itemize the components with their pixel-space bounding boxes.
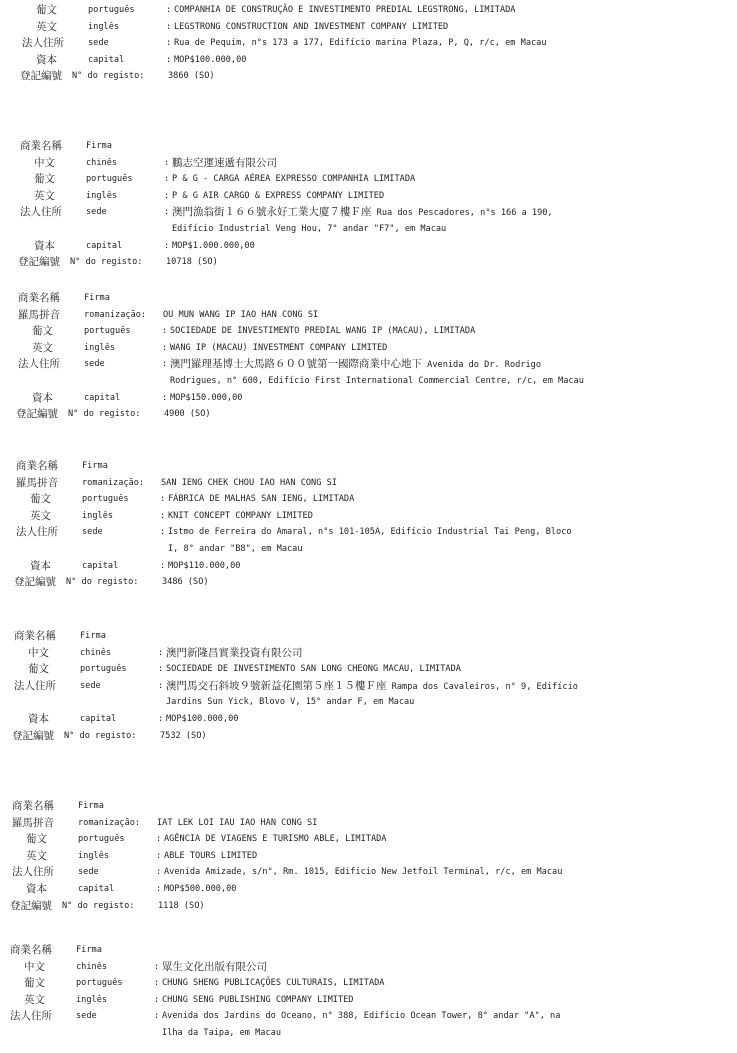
- field-separator: :: [156, 834, 162, 845]
- field-separator: :: [160, 560, 166, 571]
- field-label-chinese: 英文: [36, 20, 57, 33]
- registration-label-portuguese: N° do registo:: [68, 409, 141, 420]
- field-value-text: CHUNG SENG PUBLISHING COMPANY LIMITED: [162, 994, 354, 1005]
- field-label-chinese: 資本: [36, 53, 57, 66]
- field-value-text: Rua dos Pescadores, n°s 166 a 190,: [371, 208, 553, 219]
- field-label-chinese: 法人住所: [22, 37, 64, 50]
- field-value-text: Istmo de Ferreira do Amaral, n°s 101-105A, Edifício Industrial Tai Peng, Bloco: [168, 527, 572, 538]
- field-value-text: WANG IP (MACAU) INVESTMENT COMPANY LIMITED: [170, 342, 388, 353]
- field-separator: :: [162, 342, 168, 353]
- field-value-text: OU MUN WANG IP IAO HAN CONG SI: [163, 309, 319, 320]
- field-label-portuguese: inglês: [86, 190, 118, 201]
- field-label-portuguese: capital: [86, 240, 123, 251]
- field-separator: :: [154, 1011, 160, 1022]
- field-separator: :: [166, 5, 172, 15]
- field-value-continuation: Jardins Sun Yick, Blovo V, 15° andar F, em Macau: [166, 697, 415, 708]
- field-value-text: P & G AIR CARGO & EXPRESS COMPANY LIMITED: [172, 190, 385, 201]
- field-value: [166, 662, 461, 676]
- field-label-portuguese: inglês: [82, 510, 114, 521]
- registration-number: 4900 (SO): [164, 409, 211, 420]
- field-separator: :: [164, 190, 170, 201]
- field-value: [162, 993, 353, 1007]
- field-separator: :: [154, 961, 160, 972]
- field-label-chinese: 法人住所: [16, 526, 58, 539]
- field-label-portuguese: capital: [84, 392, 121, 403]
- registration-label-portuguese: N° do registo:: [62, 900, 135, 911]
- field-label-portuguese: português: [76, 978, 123, 989]
- field-value-continuation: Ilha da Taipa, em Macau: [162, 1028, 281, 1038]
- field-separator: :: [164, 174, 170, 185]
- field-label-portuguese: chinês: [76, 961, 108, 972]
- registration-label-chinese: 登記編號: [20, 70, 62, 83]
- field-value: [174, 53, 246, 67]
- field-value: [162, 960, 267, 975]
- field-separator: :: [160, 527, 166, 538]
- field-label-portuguese: romanização:: [78, 817, 141, 828]
- registration-number: 10718 (SO): [166, 257, 218, 268]
- field-label-portuguese: romanização:: [84, 309, 147, 320]
- field-label-chinese: 商業名稱: [16, 460, 58, 472]
- field-label-chinese: 葡文: [24, 977, 45, 990]
- field-value: [157, 816, 317, 830]
- field-label-portuguese: Firma: [78, 801, 104, 811]
- field-value-continuation: Rodrigues, n° 600, Edifício First International Commercial Centre, r/c, em Macau: [170, 376, 584, 386]
- field-value: [166, 679, 578, 694]
- field-value-text: KNIT CONCEPT COMPANY LIMITED: [168, 510, 313, 521]
- field-label-chinese: 商業名稱: [14, 630, 56, 642]
- registration-number: 3486 (SO): [162, 577, 209, 588]
- field-value: [164, 832, 386, 846]
- field-label-chinese: 葡文: [32, 325, 53, 338]
- field-value-continuation: I, 8° andar "B8", em Macau: [168, 544, 303, 554]
- field-label-portuguese: sede: [78, 867, 99, 878]
- field-label-chinese: 資本: [26, 883, 47, 895]
- field-label-chinese: 葡文: [26, 833, 47, 846]
- field-separator: :: [158, 714, 164, 724]
- field-label-portuguese: capital: [82, 560, 119, 571]
- registration-label-chinese: 登記編號: [18, 256, 60, 269]
- field-separator: :: [156, 884, 162, 894]
- field-value: [172, 156, 277, 171]
- field-label-portuguese: Firma: [82, 461, 108, 471]
- field-value: [163, 308, 318, 322]
- field-label-portuguese: português: [88, 5, 135, 15]
- field-label-chinese: 法人住所: [18, 358, 60, 371]
- field-label-chinese: 羅馬拼音: [16, 476, 58, 489]
- registration-label-portuguese: N° do registo:: [72, 71, 145, 82]
- field-label-chinese: 葡文: [36, 4, 57, 16]
- field-separator: :: [156, 850, 162, 861]
- field-label-portuguese: Firma: [80, 631, 106, 641]
- field-separator: :: [154, 994, 160, 1005]
- registration-label-chinese: 登記編號: [12, 729, 54, 742]
- field-label-chinese: 中文: [24, 960, 45, 973]
- field-value-text: Avenida Amizade, s/n°, Rm. 1015, Edifício New Jetfoil Terminal, r/c, em Macau: [164, 867, 563, 878]
- field-label-portuguese: capital: [80, 714, 117, 724]
- field-label-chinese: 法人住所: [12, 866, 54, 879]
- field-label-chinese: 法人住所: [14, 679, 56, 692]
- field-value: [161, 476, 337, 490]
- registration-label-chinese: 登記編號: [14, 576, 56, 589]
- field-value: [172, 205, 553, 220]
- field-label-chinese: 資本: [34, 239, 55, 252]
- field-separator: :: [164, 157, 170, 168]
- field-value: [170, 341, 387, 355]
- field-value-text: SAN IENG CHEK CHOU IAO HAN CONG SI: [161, 477, 337, 488]
- field-label-chinese: 葡文: [30, 493, 51, 506]
- field-value-text: IAT LEK LOI IAU IAO HAN CONG SI: [157, 817, 318, 828]
- field-value-text: MOP$110.000,00: [168, 560, 241, 571]
- field-value: [168, 559, 240, 573]
- field-label-portuguese: capital: [78, 884, 115, 894]
- field-value: [174, 3, 515, 17]
- field-label-chinese: 商業名稱: [18, 292, 60, 304]
- field-label-chinese: 羅馬拼音: [18, 308, 60, 321]
- field-separator: :: [166, 21, 172, 32]
- field-value: [162, 976, 384, 990]
- field-value-text: SOCIEDADE DE INVESTIMENTO SAN LONG CHEONG MACAU, LIMITADA: [166, 664, 461, 675]
- field-value-text: AGÊNCIA DE VIAGENS E TURISMO ABLE, LIMITADA: [164, 834, 387, 845]
- field-label-portuguese: sede: [76, 1011, 97, 1022]
- field-value-chinese: 眾生文化出版有限公司: [162, 960, 267, 973]
- field-value: [168, 492, 354, 506]
- field-separator: :: [158, 664, 164, 675]
- field-value: [166, 646, 303, 661]
- field-separator: :: [164, 207, 170, 218]
- field-label-portuguese: capital: [88, 54, 125, 65]
- field-label-chinese: 中文: [28, 646, 49, 659]
- field-label-portuguese: português: [82, 494, 129, 505]
- field-separator: :: [162, 326, 168, 337]
- field-separator: :: [166, 54, 172, 65]
- field-label-portuguese: português: [80, 664, 127, 675]
- field-label-chinese: 羅馬拼音: [12, 816, 54, 829]
- field-value: [172, 239, 255, 253]
- field-value-text: MOP$150.000,00: [170, 392, 243, 403]
- field-value-text: Avenida dos Jardins do Oceano, n° 388, Edifício Ocean Tower, 8° andar "A", na: [162, 1011, 561, 1022]
- field-value: [162, 1009, 560, 1023]
- field-label-portuguese: português: [86, 174, 133, 185]
- field-label-chinese: 葡文: [28, 663, 49, 676]
- field-value-text: MOP$100.000,00: [174, 54, 247, 65]
- registration-label-chinese: 登記編號: [10, 899, 52, 912]
- field-label-portuguese: inglês: [84, 342, 116, 353]
- field-value-chinese: 澳門馬交石斜坡９號新益花園第５座１５樓Ｆ座: [166, 679, 387, 692]
- field-value: [164, 882, 236, 896]
- field-label-portuguese: inglês: [76, 994, 108, 1005]
- field-label-portuguese: português: [78, 834, 125, 845]
- field-label-portuguese: chinês: [80, 647, 112, 658]
- field-value-text: ABLE TOURS LIMITED: [164, 850, 258, 861]
- field-label-chinese: 英文: [24, 993, 45, 1006]
- field-label-chinese: 商業名稱: [12, 800, 54, 812]
- field-separator: :: [158, 680, 164, 691]
- field-value-chinese: 澳門新隆昌實業投資有限公司: [166, 646, 303, 659]
- field-value-text: P & G - CARGA AÉREA EXPRESSO COMPANHIA LIMITADA: [172, 174, 416, 185]
- registration-label-chinese: 登記編號: [16, 408, 58, 421]
- field-label-portuguese: sede: [80, 680, 101, 691]
- field-label-chinese: 商業名稱: [10, 944, 52, 956]
- field-value-chinese: 鵬志空運速遞有限公司: [172, 156, 277, 169]
- field-label-chinese: 商業名稱: [20, 140, 62, 152]
- field-value-text: MOP$500.000,00: [164, 884, 237, 894]
- field-separator: :: [160, 494, 166, 505]
- field-value-chinese: 澳門羅理基博士大馬路６００號第一國際商業中心地下: [170, 358, 422, 371]
- field-label-portuguese: português: [84, 326, 131, 337]
- field-label-portuguese: Firma: [86, 141, 112, 151]
- field-value-text: Rampa dos Cavaleiros, n° 9, Edifício: [386, 681, 578, 692]
- field-label-portuguese: sede: [84, 359, 105, 370]
- field-separator: :: [162, 392, 168, 403]
- field-value: [170, 324, 475, 338]
- field-label-portuguese: chinês: [86, 157, 118, 168]
- field-label-chinese: 英文: [30, 509, 51, 522]
- field-value: [170, 357, 541, 372]
- field-label-portuguese: sede: [86, 207, 107, 218]
- field-value-text: LEGSTRONG CONSTRUCTION AND INVESTMENT COMPANY LIMITED: [174, 21, 449, 32]
- field-value: [164, 865, 562, 879]
- field-value: [166, 712, 238, 726]
- field-label-portuguese: sede: [88, 38, 109, 49]
- field-value: [174, 20, 448, 34]
- field-label-chinese: 法人住所: [20, 206, 62, 219]
- registration-label-portuguese: N° do registo:: [70, 257, 143, 268]
- field-separator: :: [160, 510, 166, 521]
- field-separator: :: [162, 359, 168, 370]
- field-label-chinese: 法人住所: [10, 1010, 52, 1023]
- field-value: [168, 509, 313, 523]
- field-separator: :: [158, 647, 164, 658]
- field-label-chinese: 葡文: [34, 173, 55, 186]
- field-value-text: Avenida do Dr. Rodrigo: [422, 360, 541, 371]
- field-value-text: MOP$100.000,00: [166, 714, 239, 724]
- field-label-chinese: 資本: [32, 391, 53, 404]
- field-label-portuguese: sede: [82, 527, 103, 538]
- field-separator: :: [154, 978, 160, 989]
- field-value-continuation: Edifício Industrial Veng Hou, 7° andar "F7", em Macau: [172, 224, 447, 234]
- field-value: [172, 189, 384, 203]
- registration-label-portuguese: N° do registo:: [64, 730, 137, 741]
- field-label-portuguese: Firma: [76, 945, 102, 955]
- field-value: [174, 36, 547, 50]
- field-value-text: CHUNG SHENG PUBLICAÇÕES CULTURAIS, LIMITADA: [162, 978, 385, 989]
- field-value: [168, 525, 572, 539]
- field-value-text: COMPANHIA DE CONSTRUÇÃO E INVESTIMENTO PREDIAL LEGSTRONG, LIMITADA: [174, 5, 516, 15]
- field-value-text: FÁBRICA DE MALHAS SAN IENG, LIMITADA: [168, 494, 355, 505]
- field-label-chinese: 英文: [34, 189, 55, 202]
- field-label-portuguese: romanização:: [82, 477, 145, 488]
- field-label-chinese: 資本: [28, 713, 49, 725]
- field-value: [170, 391, 242, 405]
- registration-number: 3860 (SO): [168, 71, 215, 82]
- field-label-chinese: 英文: [26, 849, 47, 862]
- field-label-chinese: 英文: [32, 341, 53, 354]
- field-label-chinese: 中文: [34, 156, 55, 169]
- field-separator: :: [156, 867, 162, 878]
- field-label-chinese: 資本: [30, 559, 51, 572]
- registration-number: 1118 (SO): [158, 900, 205, 911]
- field-value-chinese: 澳門漁翁街１６６號永好工業大廈７樓Ｆ座: [172, 206, 372, 219]
- field-value-text: SOCIEDADE DE INVESTIMENTO PREDIAL WANG IP (MACAU), LIMITADA: [170, 326, 476, 337]
- registration-label-portuguese: N° do registo:: [66, 577, 139, 588]
- field-label-portuguese: inglês: [88, 21, 120, 32]
- field-value: [164, 849, 257, 863]
- field-label-portuguese: inglês: [78, 850, 110, 861]
- field-label-portuguese: Firma: [84, 293, 110, 303]
- field-separator: :: [164, 240, 170, 251]
- field-value-text: Rua de Pequim, n°s 173 a 177, Edifício marina Plaza, P, Q, r/c, em Macau: [174, 38, 547, 49]
- field-value: [172, 172, 415, 186]
- field-value-text: MOP$1.000.000,00: [172, 240, 255, 251]
- registration-number: 7532 (SO): [160, 730, 207, 741]
- field-separator: :: [166, 38, 172, 49]
